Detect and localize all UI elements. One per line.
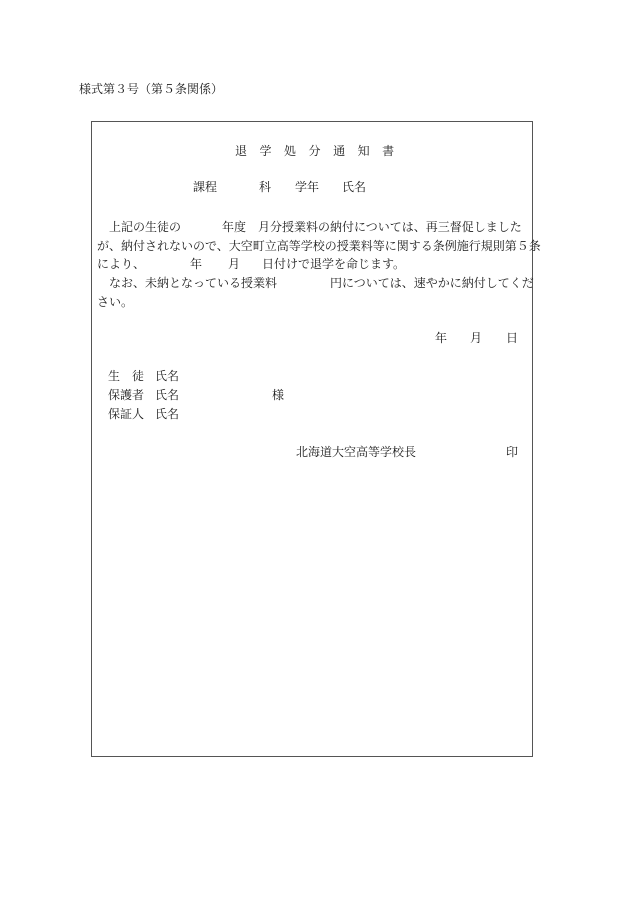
date-year: 年 xyxy=(435,331,448,345)
body-p1-line3-a: により、 xyxy=(97,257,146,271)
guarantor-role: 保証人 xyxy=(108,407,145,421)
body-p1-line2: が、納付されないので、大空町立高等学校の授業料等に関する条例施行規則第５条 xyxy=(97,239,541,253)
body-p1-line3-c: 月 xyxy=(228,257,241,271)
document-title xyxy=(235,145,395,157)
body-p2-b: 円については、速やかに納付してくだ xyxy=(330,276,534,290)
issuer-name: 北海道大空高等学校長 xyxy=(296,445,417,459)
body-p2-a: なお、未納となっている授業料 xyxy=(109,276,278,290)
date-month: 月 xyxy=(470,331,483,345)
body-p1-line3-b: 年 xyxy=(190,257,203,271)
guarantor-name-label: 氏名 xyxy=(155,407,180,421)
body-p1-a: 上記の生徒の xyxy=(109,220,182,234)
notice-frame xyxy=(91,121,533,757)
student-name-label: 氏名 xyxy=(155,369,180,383)
seal-mark: 印 xyxy=(506,445,519,459)
guardian-role: 保護者 xyxy=(108,388,145,402)
honorific: 様 xyxy=(272,388,285,402)
title-char: 書 xyxy=(382,144,395,158)
body-p2-line2: さい。 xyxy=(97,295,134,309)
body-p1-line3-d: 日付けで退学を命じます。 xyxy=(262,257,406,271)
body-p1-c: 月分授業料の納付については、再三督促しました xyxy=(258,220,522,234)
department-label: 科 xyxy=(259,180,272,194)
title-char: 通 xyxy=(333,144,346,158)
title-char: 知 xyxy=(357,144,371,158)
date-day: 日 xyxy=(506,331,519,345)
grade-label: 学年 xyxy=(295,180,320,194)
guardian-name-label: 氏名 xyxy=(155,388,180,402)
title-char: 分 xyxy=(308,144,322,158)
body-p1-b: 年度 xyxy=(222,220,247,234)
student-role: 生 徒 xyxy=(108,369,145,383)
title-char: 学 xyxy=(259,144,273,158)
title-char: 退 xyxy=(235,144,248,158)
form-number: 様式第３号（第５条関係） xyxy=(79,82,224,96)
name-label: 氏名 xyxy=(342,180,367,194)
course-label: 課程 xyxy=(193,180,218,194)
title-char: 処 xyxy=(284,144,297,158)
